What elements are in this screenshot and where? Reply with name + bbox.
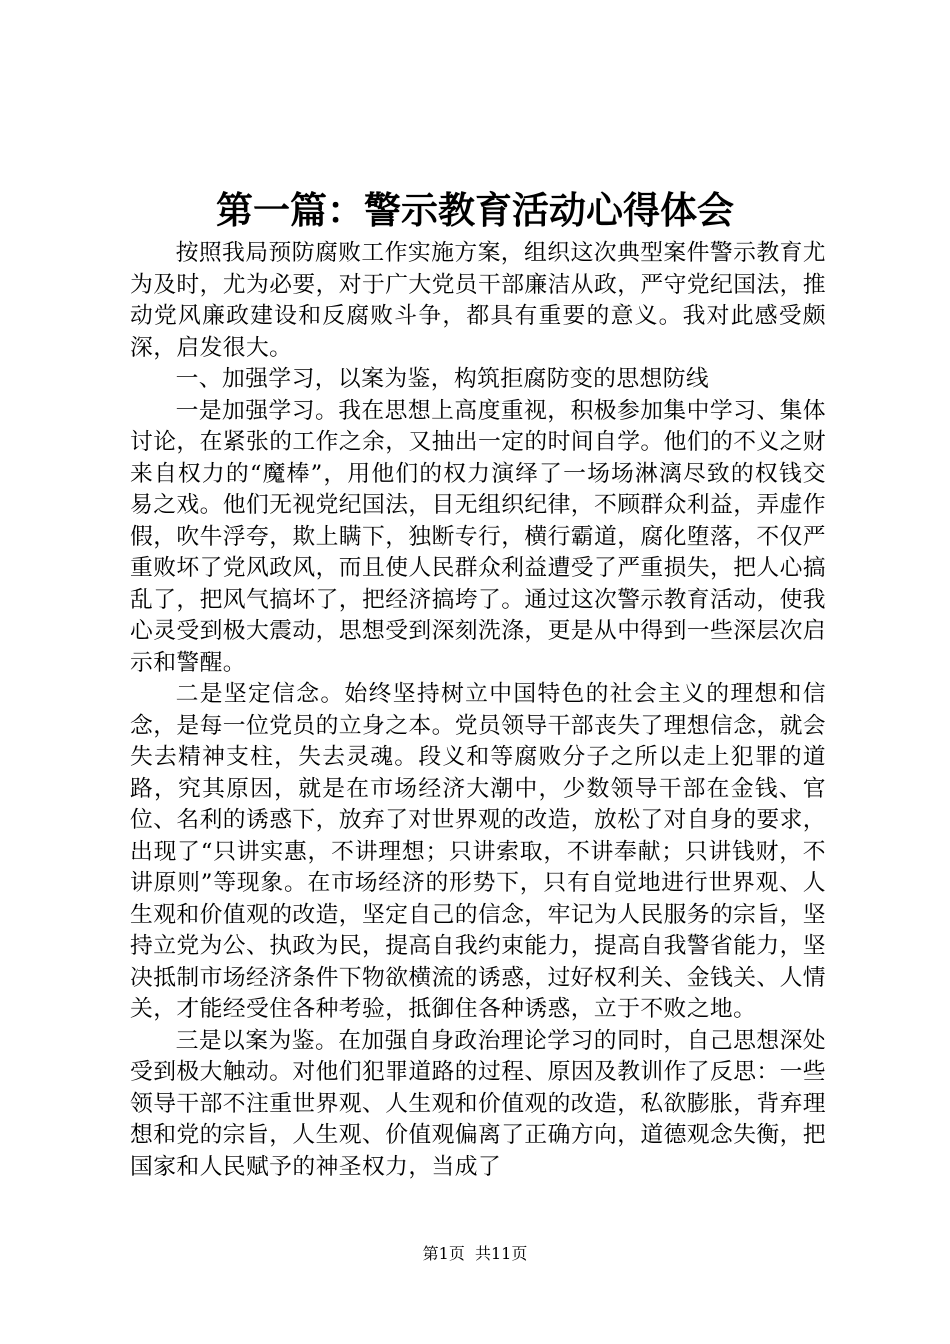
paragraph-lesson: 三是以案为鉴。在加强自身政治理论学习的同时，自己思想深处受到极大触动。对他们犯罪道路的过程、原因及教训作了反思：一些领导干部不注重世界观、人生观和价值观的改造，私欲膨胀，背弃理想和党的宗旨，人生观、价值观偏离了正确方向，道德观念失衡，把国家和人民赋予的神圣权力，当成了 bbox=[130, 1027, 826, 1180]
page-footer bbox=[0, 1243, 950, 1265]
document-title: 第一篇：警示教育活动心得体会 bbox=[216, 188, 734, 232]
paragraph-intro: 按照我局预防腐败工作实施方案，组织这次典型案件警示教育尤为及时，尤为必要，对于广大党员干部廉洁从政，严守党纪国法，推动党风廉政建设和反腐败斗争，都具有重要的意义。我对此感受颇深，启发很大。 bbox=[130, 240, 826, 361]
paragraph-study: 一是加强学习。我在思想上高度重视，积极参加集中学习、集体讨论，在紧张的工作之余，又抽出一定的时间自学。他们的不义之财来自权力的“魔棒”，用他们的权力演绎了一场场淋漓尽致的权钱交易之戏。他们无视党纪国法，目无组织纪律，不顾群众利益，弄虚作假，吹牛浮夸，欺上瞒下，独断专行，横行霸道，腐化堕落，不仅严重败坏了党风政风，而且使人民群众利益遭受了严重损失，把人心搞乱了，把风气搞坏了，把经济搞垮了。通过这次警示教育活动，使我心灵受到极大震动，思想受到深刻洗涤，更是从中得到一些深层次启示和警醒。 bbox=[130, 397, 826, 676]
paragraph-belief: 二是坚定信念。始终坚持树立中国特色的社会主义的理想和信念，是每一位党员的立身之本。党员领导干部丧失了理想信念，就会失去精神支柱，失去灵魂。段义和等腐败分子之所以走上犯罪的道路，究其原因，就是在市场经济大潮中，少数领导干部在金钱、官位、名利的诱惑下，放弃了对世界观的改造，放松了对自身的要求，出现了“只讲实惠，不讲理想；只讲索取，不讲奉献；只讲钱财，不讲原则”等现象。在市场经济的形势下，只有自觉地进行世界观、人生观和价值观的改造，坚定自己的信念，牢记为人民服务的宗旨，坚持立党为公、执政为民，提高自我约束能力，提高自我警省能力，坚决抵制市场经济条件下物欲横流的诱惑，过好权利关、金钱关、人情关，才能经受住各种考验，抵御住各种诱惑，立于不败之地。 bbox=[130, 681, 826, 1022]
paragraph-section-heading: 一、加强学习，以案为鉴，构筑拒腐防变的思想防线 bbox=[175, 366, 710, 392]
page-number: 第1页 共11页 bbox=[422, 1244, 528, 1263]
document-body bbox=[130, 238, 826, 1183]
